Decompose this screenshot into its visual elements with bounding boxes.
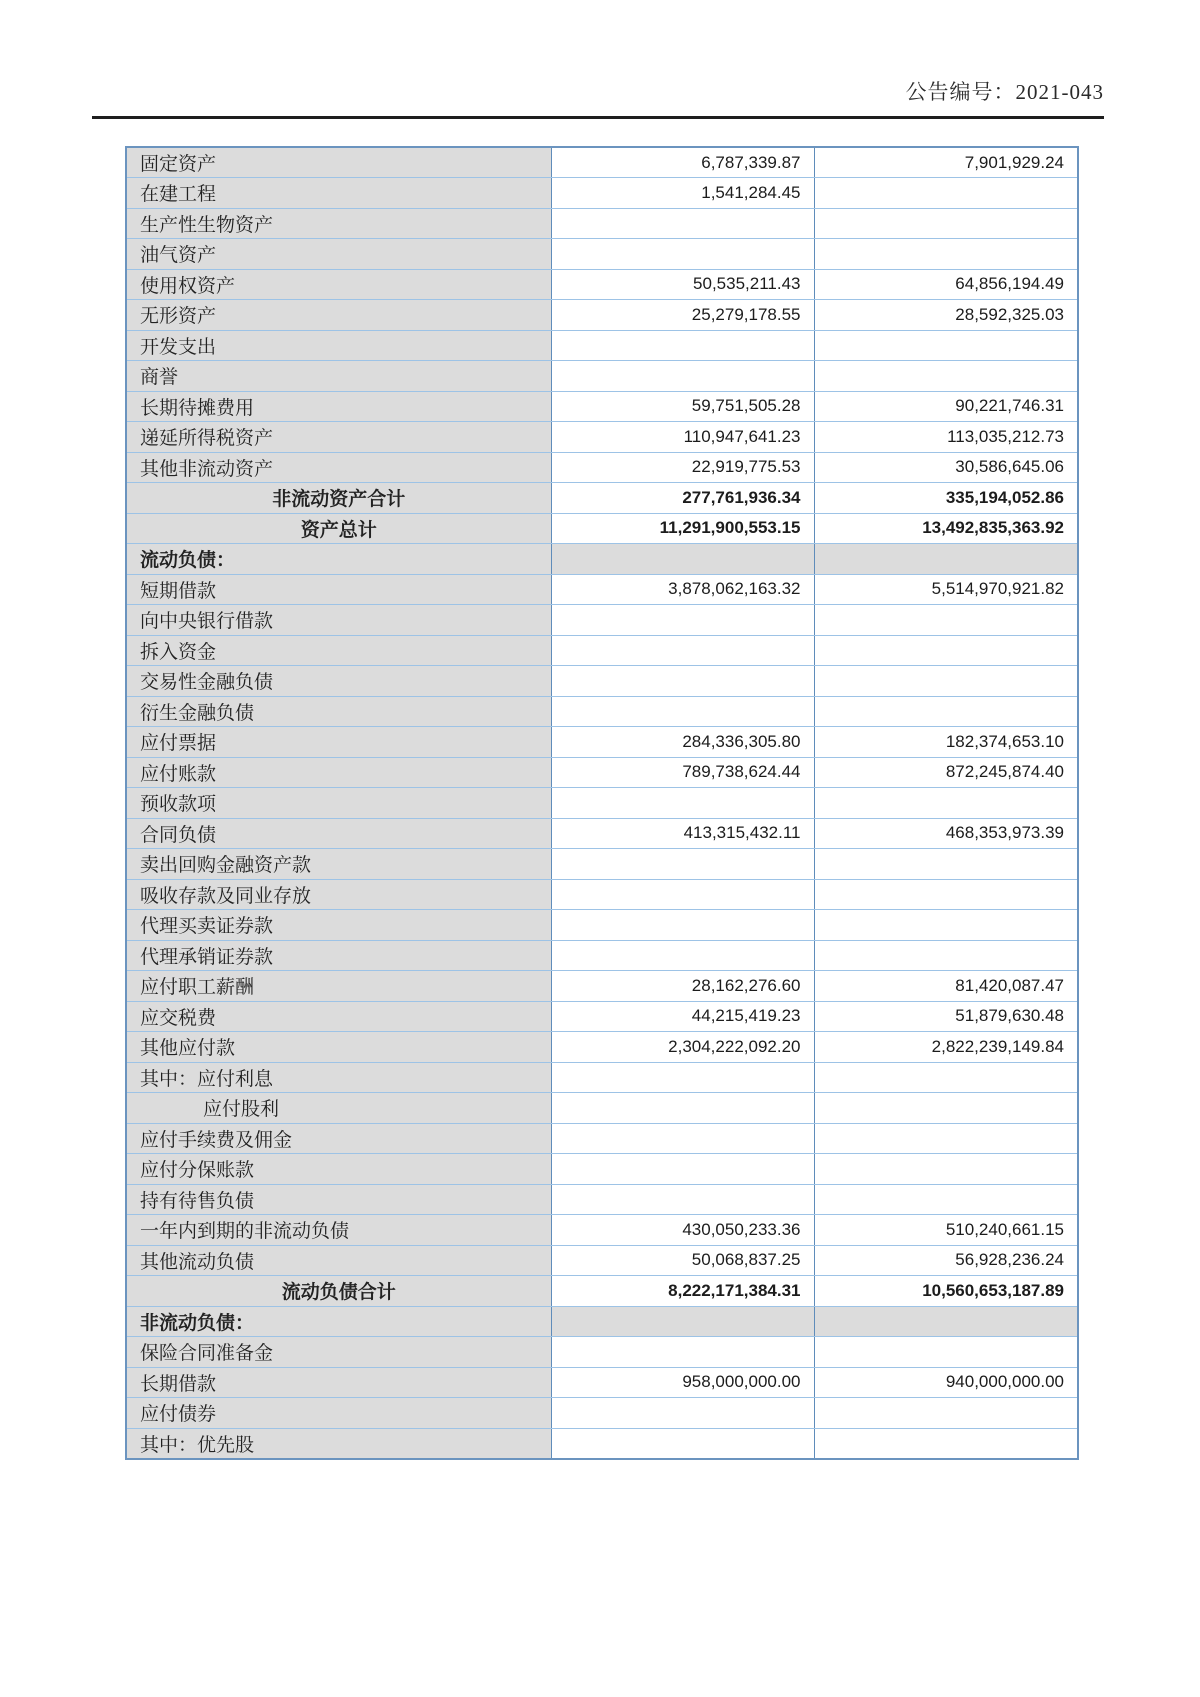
row-label: 开发支出 [126, 330, 551, 361]
value-prior-period [814, 361, 1078, 392]
row-label: 无形资产 [126, 300, 551, 331]
value-current-period [551, 1306, 814, 1337]
value-prior-period: 510,240,661.15 [814, 1215, 1078, 1246]
value-prior-period [814, 239, 1078, 270]
value-current-period: 277,761,936.34 [551, 483, 814, 514]
row-label: 吸收存款及同业存放 [126, 879, 551, 910]
table-row [126, 1367, 1078, 1398]
value-prior-period [814, 696, 1078, 727]
table-row [126, 1428, 1078, 1459]
row-label: 应付手续费及佣金 [126, 1123, 551, 1154]
row-label: 应付分保账款 [126, 1154, 551, 1185]
row-label: 递延所得税资产 [126, 422, 551, 453]
table-row [126, 1398, 1078, 1429]
value-current-period [551, 635, 814, 666]
value-current-period: 11,291,900,553.15 [551, 513, 814, 544]
value-current-period [551, 361, 814, 392]
row-label: 其他非流动资产 [126, 452, 551, 483]
value-current-period: 6,787,339.87 [551, 147, 814, 178]
value-current-period [551, 1154, 814, 1185]
row-label: 商誉 [126, 361, 551, 392]
value-current-period: 413,315,432.11 [551, 818, 814, 849]
value-current-period [551, 208, 814, 239]
row-label: 卖出回购金融资产款 [126, 849, 551, 880]
value-current-period [551, 1093, 814, 1124]
table-row [126, 727, 1078, 758]
value-current-period: 789,738,624.44 [551, 757, 814, 788]
value-prior-period [814, 1184, 1078, 1215]
table-row [126, 788, 1078, 819]
value-prior-period [814, 1306, 1078, 1337]
value-current-period [551, 544, 814, 575]
table-row [126, 1001, 1078, 1032]
table-row [126, 971, 1078, 1002]
row-label: 向中央银行借款 [126, 605, 551, 636]
value-prior-period [814, 1398, 1078, 1429]
value-prior-period [814, 208, 1078, 239]
table-row [126, 879, 1078, 910]
value-current-period: 50,068,837.25 [551, 1245, 814, 1276]
value-current-period: 3,878,062,163.32 [551, 574, 814, 605]
value-prior-period [814, 1123, 1078, 1154]
table-row [126, 361, 1078, 392]
value-current-period [551, 1398, 814, 1429]
value-prior-period [814, 635, 1078, 666]
table-row [126, 330, 1078, 361]
value-current-period [551, 1184, 814, 1215]
table-row [126, 269, 1078, 300]
table-row [126, 666, 1078, 697]
header-divider-line [92, 116, 1104, 119]
table-row [126, 391, 1078, 422]
value-current-period [551, 1123, 814, 1154]
row-label: 固定资产 [126, 147, 551, 178]
table-row [126, 635, 1078, 666]
value-prior-period [814, 178, 1078, 209]
table-row [126, 452, 1078, 483]
table-row [126, 818, 1078, 849]
row-label: 拆入资金 [126, 635, 551, 666]
value-prior-period: 56,928,236.24 [814, 1245, 1078, 1276]
value-prior-period [814, 666, 1078, 697]
value-prior-period [814, 788, 1078, 819]
value-prior-period [814, 1062, 1078, 1093]
value-prior-period: 30,586,645.06 [814, 452, 1078, 483]
table-row [126, 208, 1078, 239]
row-label: 代理买卖证券款 [126, 910, 551, 941]
row-label: 预收款项 [126, 788, 551, 819]
value-current-period [551, 330, 814, 361]
value-current-period: 958,000,000.00 [551, 1367, 814, 1398]
value-current-period: 50,535,211.43 [551, 269, 814, 300]
table-row [126, 1215, 1078, 1246]
table-row [126, 1154, 1078, 1185]
row-label: 应交税费 [126, 1001, 551, 1032]
row-label: 生产性生物资产 [126, 208, 551, 239]
row-label: 资产总计 [126, 513, 551, 544]
value-prior-period [814, 910, 1078, 941]
value-current-period [551, 849, 814, 880]
value-current-period: 8,222,171,384.31 [551, 1276, 814, 1307]
table-row [126, 239, 1078, 270]
row-label: 短期借款 [126, 574, 551, 605]
table-row [126, 605, 1078, 636]
table-row [126, 1123, 1078, 1154]
row-label: 应付票据 [126, 727, 551, 758]
value-prior-period: 81,420,087.47 [814, 971, 1078, 1002]
value-prior-period [814, 330, 1078, 361]
row-label: 应付账款 [126, 757, 551, 788]
value-current-period: 59,751,505.28 [551, 391, 814, 422]
table-row [126, 544, 1078, 575]
value-prior-period: 5,514,970,921.82 [814, 574, 1078, 605]
row-label: 代理承销证券款 [126, 940, 551, 971]
table-row [126, 940, 1078, 971]
row-label: 交易性金融负债 [126, 666, 551, 697]
row-label: 使用权资产 [126, 269, 551, 300]
table-row [126, 574, 1078, 605]
value-current-period: 22,919,775.53 [551, 452, 814, 483]
value-prior-period: 182,374,653.10 [814, 727, 1078, 758]
balance-sheet-table [125, 146, 1079, 1460]
value-current-period: 430,050,233.36 [551, 1215, 814, 1246]
row-label: 应付股利 [126, 1093, 551, 1124]
value-current-period [551, 788, 814, 819]
value-current-period [551, 696, 814, 727]
value-prior-period: 90,221,746.31 [814, 391, 1078, 422]
row-label: 非流动资产合计 [126, 483, 551, 514]
value-prior-period [814, 544, 1078, 575]
row-label: 在建工程 [126, 178, 551, 209]
value-prior-period [814, 1428, 1078, 1459]
table-row [126, 1337, 1078, 1368]
table-row [126, 1093, 1078, 1124]
value-current-period [551, 1428, 814, 1459]
value-prior-period: 13,492,835,363.92 [814, 513, 1078, 544]
table-row [126, 910, 1078, 941]
value-current-period [551, 879, 814, 910]
row-label: 一年内到期的非流动负债 [126, 1215, 551, 1246]
table-row [126, 1306, 1078, 1337]
value-current-period: 110,947,641.23 [551, 422, 814, 453]
row-label: 其中：优先股 [126, 1428, 551, 1459]
value-current-period: 28,162,276.60 [551, 971, 814, 1002]
row-label: 合同负债 [126, 818, 551, 849]
value-prior-period [814, 1093, 1078, 1124]
value-prior-period: 335,194,052.86 [814, 483, 1078, 514]
value-current-period [551, 666, 814, 697]
value-current-period [551, 605, 814, 636]
value-current-period: 284,336,305.80 [551, 727, 814, 758]
row-label: 持有待售负债 [126, 1184, 551, 1215]
value-current-period [551, 239, 814, 270]
row-label: 非流动负债： [126, 1306, 551, 1337]
value-prior-period: 7,901,929.24 [814, 147, 1078, 178]
value-prior-period [814, 940, 1078, 971]
row-label: 保险合同准备金 [126, 1337, 551, 1368]
value-prior-period: 28,592,325.03 [814, 300, 1078, 331]
value-prior-period: 2,822,239,149.84 [814, 1032, 1078, 1063]
table-row [126, 300, 1078, 331]
value-prior-period [814, 1154, 1078, 1185]
table-row [126, 178, 1078, 209]
table-row [126, 422, 1078, 453]
row-label: 衍生金融负债 [126, 696, 551, 727]
value-current-period: 44,215,419.23 [551, 1001, 814, 1032]
value-prior-period [814, 605, 1078, 636]
value-prior-period: 872,245,874.40 [814, 757, 1078, 788]
value-prior-period [814, 1337, 1078, 1368]
table-row [126, 513, 1078, 544]
row-label: 流动负债： [126, 544, 551, 575]
value-current-period: 2,304,222,092.20 [551, 1032, 814, 1063]
row-label: 其中：应付利息 [126, 1062, 551, 1093]
row-label: 长期借款 [126, 1367, 551, 1398]
value-current-period [551, 940, 814, 971]
row-label: 长期待摊费用 [126, 391, 551, 422]
table-row [126, 1184, 1078, 1215]
value-prior-period [814, 879, 1078, 910]
value-current-period [551, 1062, 814, 1093]
value-current-period: 25,279,178.55 [551, 300, 814, 331]
table-row [126, 1062, 1078, 1093]
table-row [126, 1276, 1078, 1307]
row-label: 流动负债合计 [126, 1276, 551, 1307]
row-label: 其他应付款 [126, 1032, 551, 1063]
announcement-number: 公告编号：2021-043 [905, 80, 1104, 104]
value-current-period [551, 910, 814, 941]
balance-sheet-body [126, 147, 1078, 1459]
row-label: 应付债券 [126, 1398, 551, 1429]
value-prior-period: 113,035,212.73 [814, 422, 1078, 453]
value-prior-period: 940,000,000.00 [814, 1367, 1078, 1398]
table-row [126, 757, 1078, 788]
value-current-period [551, 1337, 814, 1368]
table-row [126, 1032, 1078, 1063]
table-row [126, 696, 1078, 727]
value-prior-period: 51,879,630.48 [814, 1001, 1078, 1032]
value-prior-period: 10,560,653,187.89 [814, 1276, 1078, 1307]
table-row [126, 849, 1078, 880]
value-current-period: 1,541,284.45 [551, 178, 814, 209]
row-label: 油气资产 [126, 239, 551, 270]
value-prior-period [814, 849, 1078, 880]
table-row [126, 147, 1078, 178]
table-row [126, 483, 1078, 514]
table-row [126, 1245, 1078, 1276]
row-label: 应付职工薪酬 [126, 971, 551, 1002]
value-prior-period: 468,353,973.39 [814, 818, 1078, 849]
row-label: 其他流动负债 [126, 1245, 551, 1276]
value-prior-period: 64,856,194.49 [814, 269, 1078, 300]
